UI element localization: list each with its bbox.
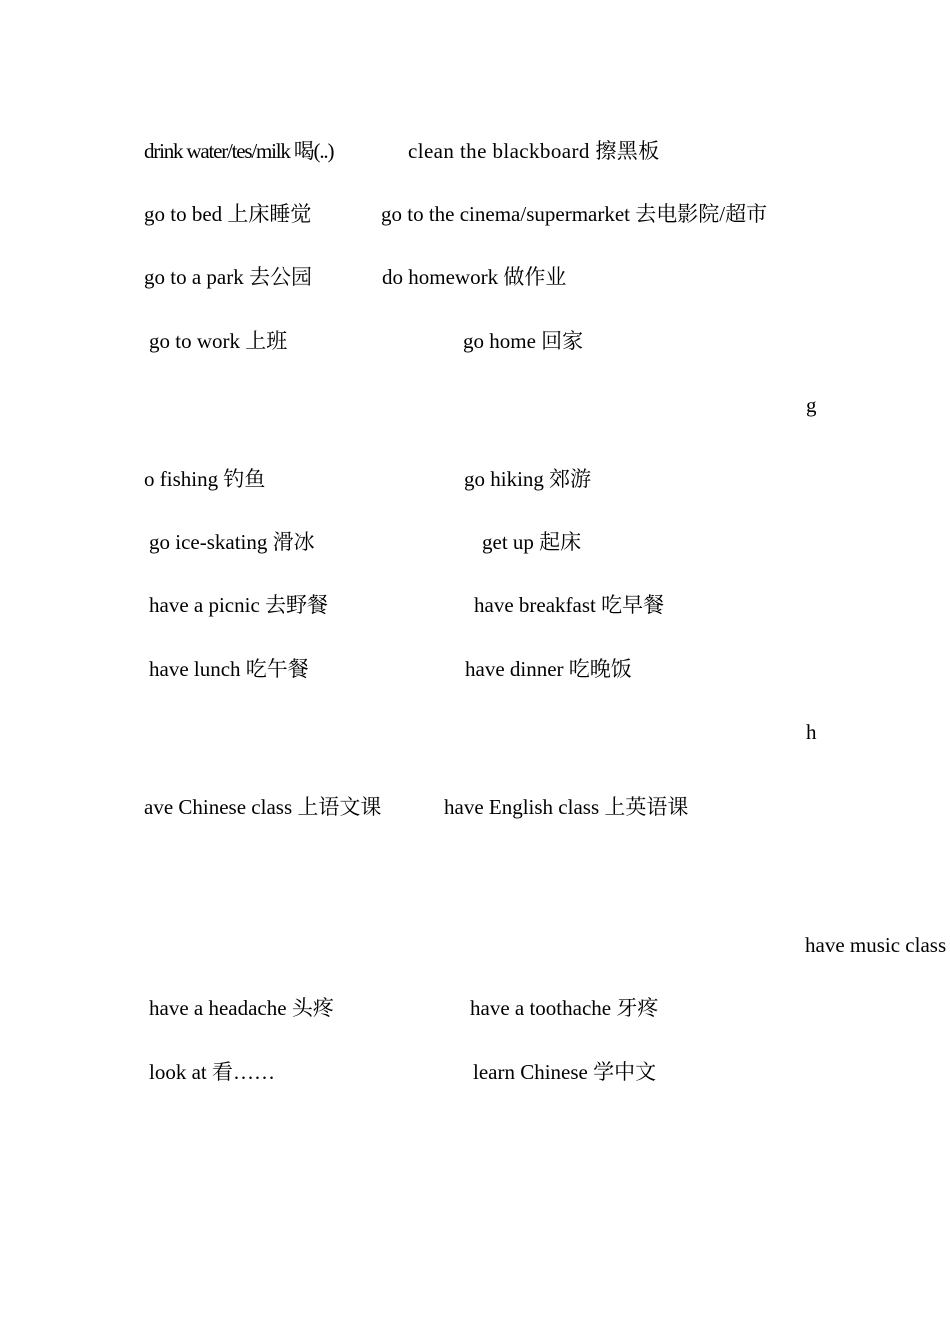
phrase-have-dinner: have dinner 吃晚饭 bbox=[465, 657, 632, 681]
phrase-go-to-cinema: go to the cinema/supermarket 去电影院/超市 bbox=[381, 202, 768, 226]
phrase-go-fishing: o fishing 钓鱼 bbox=[144, 467, 266, 491]
phrase-have-breakfast: have breakfast 吃早餐 bbox=[474, 593, 665, 617]
overflow-fragment-g: g bbox=[806, 393, 817, 417]
overflow-fragment-h: h bbox=[806, 720, 817, 744]
phrase-have-picnic: have a picnic 去野餐 bbox=[149, 593, 329, 617]
phrase-learn-chinese: learn Chinese 学中文 bbox=[473, 1060, 657, 1084]
phrase-do-homework: do homework 做作业 bbox=[382, 265, 567, 289]
phrase-go-to-bed: go to bed 上床睡觉 bbox=[144, 202, 312, 226]
phrase-go-to-work: go to work 上班 bbox=[149, 329, 288, 353]
phrase-have-headache: have a headache 头疼 bbox=[149, 996, 334, 1020]
phrase-go-ice-skating: go ice-skating 滑冰 bbox=[149, 530, 315, 554]
phrase-clean-blackboard: clean the blackboard 擦黑板 bbox=[408, 139, 660, 163]
phrase-go-hiking: go hiking 郊游 bbox=[464, 467, 592, 491]
phrase-drink-water: drink water/tes/milk 喝(..) bbox=[144, 139, 334, 163]
phrase-have-lunch: have lunch 吃午餐 bbox=[149, 657, 309, 681]
overflow-fragment-music-class: have music class bbox=[805, 933, 947, 957]
phrase-have-toothache: have a toothache 牙疼 bbox=[470, 996, 659, 1020]
phrase-go-to-park: go to a park 去公园 bbox=[144, 265, 312, 289]
phrase-look-at: look at 看…… bbox=[149, 1060, 275, 1084]
phrase-have-chinese-class: ave Chinese class 上语文课 bbox=[144, 795, 382, 819]
phrase-go-home: go home 回家 bbox=[463, 329, 584, 353]
phrase-get-up: get up 起床 bbox=[482, 530, 582, 554]
phrase-have-english-class: have English class 上英语课 bbox=[444, 795, 689, 819]
